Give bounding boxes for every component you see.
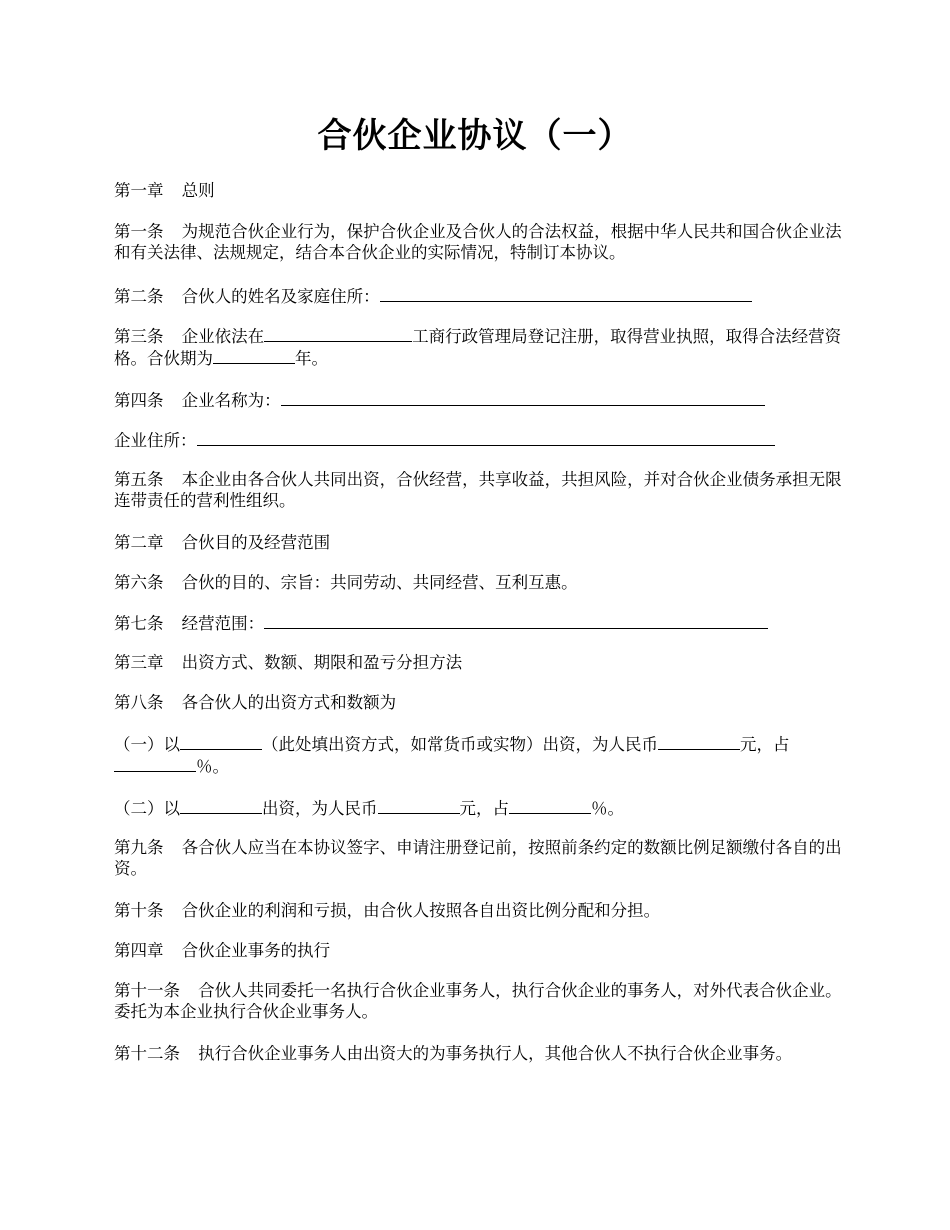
article-text: 为规范合伙企业行为，保护合伙企业及合伙人的合法权益，根据中华人民共和国合伙企业法和有关法律、法规规定，结合本合伙企业的实际情况，特制订本协议。 [114, 222, 842, 262]
article-11 [114, 980, 842, 1022]
article-label: 第八条 [114, 693, 164, 712]
article-text-b: 工商行政管理局登记注册，取得营业执照，取得合法经营资格。合伙期为 [114, 327, 842, 368]
article-label: 第一条 [114, 222, 164, 241]
article-label: 第十二条 [114, 1044, 180, 1063]
article-2 [114, 285, 842, 307]
chapter-3-heading [114, 652, 842, 673]
item-text-c: 元，占 [459, 799, 509, 818]
article-label: 第二条 [114, 287, 164, 306]
chapter-label: 第二章 [114, 533, 164, 552]
article-text: 合伙的目的、宗旨：共同劳动、共同经营、互利互惠。 [181, 573, 578, 592]
article-1 [114, 221, 842, 263]
article-3 [114, 325, 842, 369]
article-label: 第九条 [114, 838, 164, 857]
chapter-1-heading [114, 180, 842, 201]
article-6 [114, 572, 842, 593]
address-label: 企业住所： [114, 431, 197, 450]
fill-blank-contribution-share-2[interactable] [509, 797, 591, 814]
item-text-d: ％。 [196, 757, 229, 776]
company-address-line [114, 429, 842, 451]
fill-blank-company-name[interactable] [281, 389, 765, 406]
article-text-a: 企业依法在 [181, 327, 265, 346]
chapter-title: 出资方式、数额、期限和盈亏分担方法 [181, 653, 463, 672]
article-text: 本企业由各合伙人共同出资，合伙经营，共享收益，共担风险，并对合伙企业债务承担无限连带责任的营利性组织。 [114, 470, 842, 510]
item-text-d: ％。 [591, 799, 624, 818]
article-text: 合伙人的姓名及家庭住所： [181, 287, 380, 306]
article-text: 各合伙人的出资方式和数额为 [181, 693, 397, 712]
document-title: 合伙企业协议（一） [317, 116, 633, 156]
article-5 [114, 469, 842, 511]
fill-blank-contribution-share-1[interactable] [114, 755, 196, 772]
contribution-item-1 [114, 733, 842, 777]
article-4 [114, 389, 842, 411]
item-text-a: （一）以 [114, 735, 180, 754]
fill-blank-contribution-amount-1[interactable] [658, 733, 740, 750]
article-label: 第六条 [114, 573, 164, 592]
chapter-title: 合伙企业事务的执行 [181, 941, 331, 960]
fill-blank-company-address[interactable] [197, 429, 775, 446]
chapter-2-heading [114, 532, 842, 553]
article-label: 第十一条 [114, 981, 180, 1000]
article-text-c: 年。 [295, 349, 328, 368]
contribution-item-2 [114, 797, 842, 819]
chapter-4-heading [114, 940, 842, 961]
item-text-a: （二）以 [114, 799, 180, 818]
fill-blank-contribution-method-2[interactable] [180, 797, 262, 814]
article-label: 第五条 [114, 470, 164, 489]
fill-blank-contribution-amount-2[interactable] [378, 797, 460, 814]
chapter-label: 第四章 [114, 941, 164, 960]
article-text: 合伙企业的利润和亏损，由合伙人按照各自出资比例分配和分担。 [181, 901, 661, 920]
article-text: 执行合伙企业事务人由出资大的为事务执行人，其他合伙人不执行合伙企业事务。 [198, 1044, 793, 1063]
item-text-b: 出资，为人民币 [262, 799, 378, 818]
chapter-label: 第一章 [114, 181, 164, 200]
item-text-b: （此处填出资方式，如常货币或实物）出资，为人民币 [262, 735, 658, 754]
article-label: 第十条 [114, 901, 164, 920]
article-text: 合伙人共同委托一名执行合伙企业事务人，执行合伙企业的事务人，对外代表合伙企业。委托为本企业执行合伙企业事务人。 [114, 981, 842, 1021]
fill-blank-partner-address[interactable] [380, 285, 752, 302]
article-label: 第三条 [114, 327, 164, 346]
fill-blank-registration-authority[interactable] [264, 325, 412, 342]
article-12 [114, 1043, 842, 1064]
article-7 [114, 612, 842, 634]
article-9 [114, 837, 842, 879]
fill-blank-contribution-method-1[interactable] [180, 733, 262, 750]
article-label: 第七条 [114, 614, 164, 633]
article-label: 第四条 [114, 391, 164, 410]
article-8 [114, 692, 842, 713]
item-text-c: 元，占 [740, 735, 790, 754]
article-text: 企业名称为： [181, 391, 281, 410]
article-10 [114, 900, 842, 921]
article-text: 各合伙人应当在本协议签字、申请注册登记前，按照前条约定的数额比例足额缴付各自的出资。 [114, 838, 842, 878]
fill-blank-business-scope[interactable] [264, 612, 768, 629]
fill-blank-partnership-term[interactable] [213, 347, 295, 364]
chapter-title: 合伙目的及经营范围 [181, 533, 331, 552]
chapter-title: 总则 [181, 181, 215, 200]
article-text: 经营范围： [181, 614, 265, 633]
chapter-label: 第三章 [114, 653, 164, 672]
